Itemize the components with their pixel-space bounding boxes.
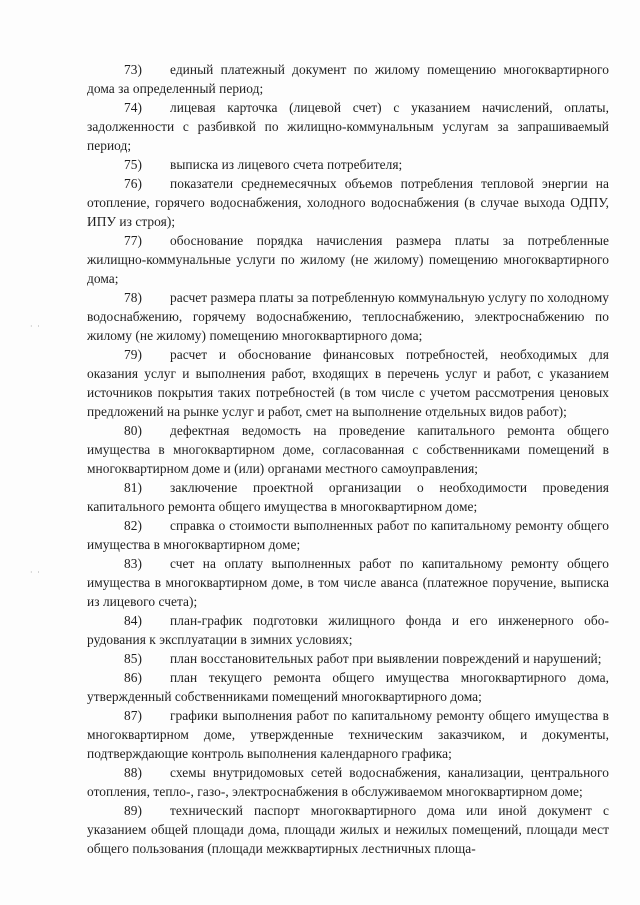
item-number: 81) xyxy=(124,480,142,495)
list-item xyxy=(87,421,609,478)
list-item xyxy=(87,668,609,706)
item-number: 78) xyxy=(124,290,142,305)
item-number: 88) xyxy=(124,765,142,780)
item-number: 89) xyxy=(124,803,142,818)
list-item xyxy=(87,345,609,421)
item-number: 85) xyxy=(124,651,142,666)
scan-artifact: · · xyxy=(30,322,41,331)
item-text: расчет и обоснование финансовых потребностей, необходимых для оказания услуг и выполнения работ, входящих в перечень услуг и работ, с указанием источников покрытия таких потребностей (в том числе с учетом рассмотрения ценовых предложений на рынке услуг и работ, смет на выполнение отдельных видов работ); xyxy=(87,347,609,419)
item-text: обоснование порядка начисления размера платы за потребленные жилищно-коммунальные услуги по жилому (не жилому) помещению многоквартирного дома; xyxy=(87,233,609,286)
list-item xyxy=(87,155,609,174)
item-text: план-график подготовки жилищного фонда и его инженерного оборудования к эксплуатации в зимних условиях; xyxy=(87,613,609,647)
list-item xyxy=(87,516,609,554)
item-number: 79) xyxy=(124,347,142,362)
item-text: расчет размера платы за потребленную коммунальную услугу по холодному водоснабжению, горячему водоснабжению, теплоснабжению, электроснабжению по жилому (не жилому) помещению многоквартирного дома; xyxy=(87,290,610,343)
scan-artifact: · · xyxy=(30,568,41,577)
item-text: план восстановительных работ при выявлении повреждений и нарушений; xyxy=(170,651,602,666)
item-text: справка о стоимости выполненных работ по капитальному ремонту общего имущества в многоквартирном доме; xyxy=(87,518,609,552)
item-number: 73) xyxy=(124,62,142,77)
list-item xyxy=(87,554,609,611)
item-text: технический паспорт многоквартирного дома или иной документ с указанием общей площади дома, площади жилых и нежилых помещений, площади мест общего пользования (площади межквартирных лестничных площа- xyxy=(87,803,609,856)
list-item xyxy=(87,174,609,231)
list-item xyxy=(87,801,609,858)
item-number: 84) xyxy=(124,613,142,628)
item-number: 83) xyxy=(124,556,142,571)
item-text: заключение проектной организации о необходимости проведения капитального ремонта общего имущества в многоквартирном доме; xyxy=(87,480,609,514)
list-item xyxy=(87,231,609,288)
item-number: 86) xyxy=(124,670,142,685)
item-text: выписка из лицевого счета потребителя; xyxy=(170,157,403,172)
item-text: лицевая карточка (лицевой счет) с указанием начислений, оплаты, задолженности с разбивкой по жилищно-коммунальным услугам за запрашиваемый период; xyxy=(87,100,609,153)
item-text: счет на оплату выполненных работ по капитальному ремонту общего имущества в многоквартирном доме, в том числе аванса (платежное поручение, выписка из лицевого счета); xyxy=(87,556,609,609)
item-number: 77) xyxy=(124,233,142,248)
list-item xyxy=(87,60,609,98)
item-text: план текущего ремонта общего имущества многоквартирного дома, утвержденный собственниками помещений многоквартирного дома; xyxy=(87,670,609,704)
item-number: 74) xyxy=(124,100,142,115)
item-number: 87) xyxy=(124,708,142,723)
document-body xyxy=(87,60,609,858)
list-item xyxy=(87,706,609,763)
item-text: единый платежный документ по жилому помещению многоквартирного дома за определенный период; xyxy=(87,62,609,96)
list-item xyxy=(87,288,609,345)
item-text: графики выполнения работ по капитальному ремонту общего имущества в многоквартирном доме, утвержденные техническим заказчиком, и документы, подтверждающие контроль выполнения календарного графика; xyxy=(87,708,609,761)
list-item xyxy=(87,478,609,516)
list-item xyxy=(87,98,609,155)
list-item xyxy=(87,649,609,668)
item-number: 76) xyxy=(124,176,142,191)
item-text: схемы внутридомовых сетей водоснабжения, канализации, центрального отопления, тепло-, газо-, электроснабжения в обслуживаемом многоквартирном доме; xyxy=(87,765,609,799)
list-item xyxy=(87,763,609,801)
item-text: дефектная ведомость на проведение капитального ремонта общего имущества в многоквартирном доме, согласованная с собственниками помещений в многоквартирном доме и (или) органами местного самоуправления; xyxy=(87,423,609,476)
item-number: 82) xyxy=(124,518,142,533)
item-number: 75) xyxy=(124,157,142,172)
item-number: 80) xyxy=(124,423,142,438)
item-text: показатели среднемесячных объемов потребления тепловой энергии на отопление, горячего водоснабжения, холодного водоснабжения (в случае выхода ОДПУ, ИПУ из строя); xyxy=(87,176,609,229)
list-item xyxy=(87,611,609,649)
